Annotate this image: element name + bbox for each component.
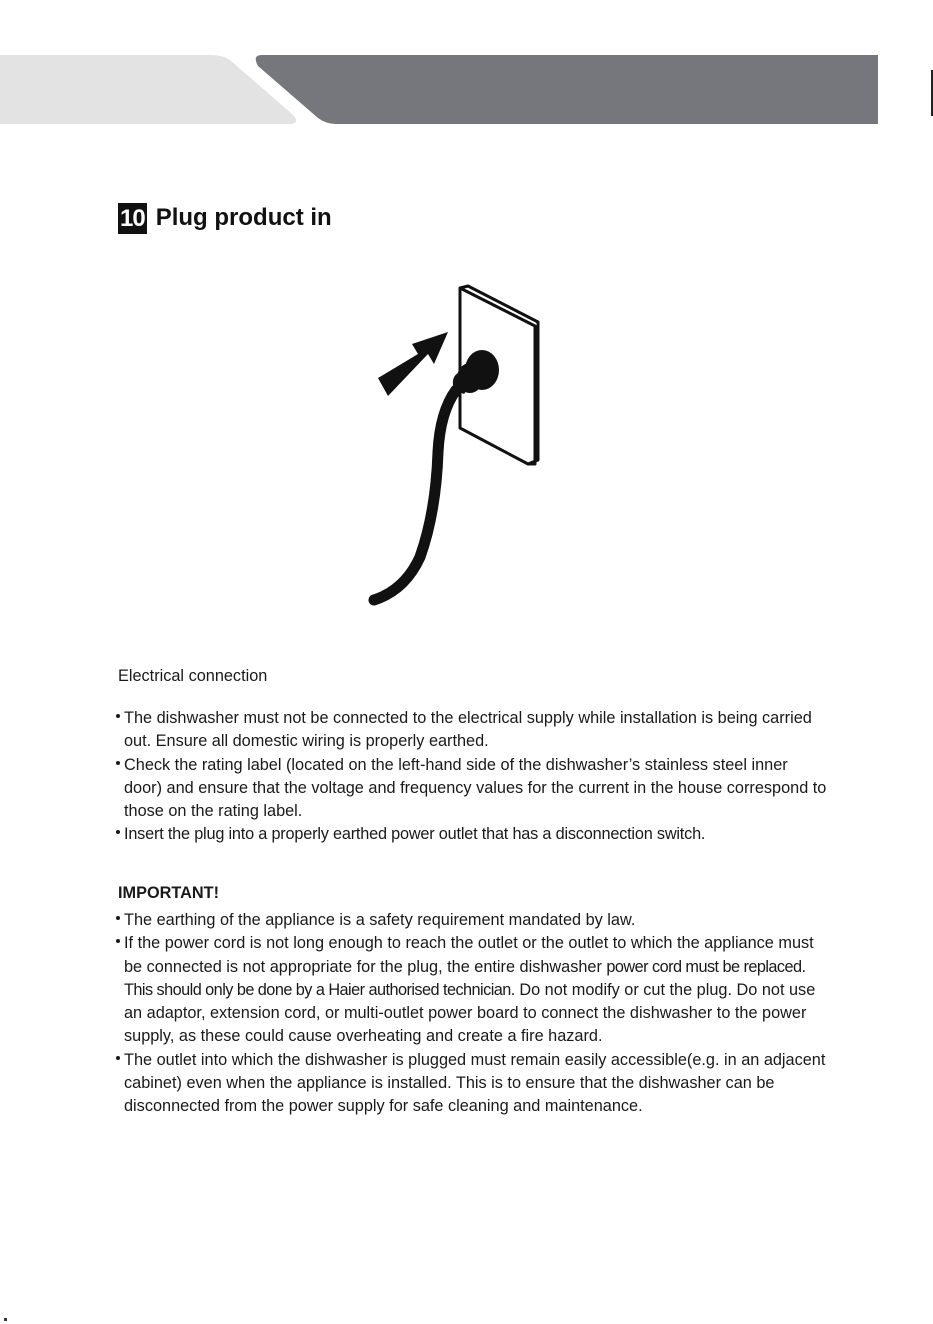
insert-arrow-icon (378, 332, 448, 396)
list-item: The dishwasher must not be connected to the electrical supply while installation is being carried out. Ensure all domestic wiring is properly earthed. (116, 707, 828, 754)
important-list (116, 909, 828, 1119)
list-item: If the power cord is not long enough to reach the outlet or the outlet to which the appliance must be connected is not appropriate for the plug, the entire dishwasher power cord must be replaced. This should only be done by a Haier authorised technician. Do not modify or cut the plug. Do not use an adaptor, extension cord, or multi-outlet power board to connect the dishwasher to the power supply, as these could cause overheating and create a fire hazard. (116, 932, 828, 1048)
bullet-icon (116, 761, 120, 765)
electrical-connection-list (116, 707, 828, 847)
header-light-tab (0, 55, 296, 124)
plug-into-wall-outlet-icon (360, 282, 550, 612)
bullet-icon (116, 916, 120, 920)
list-item: Insert the plug into a properly earthed power outlet that has a disconnection switch. (116, 823, 828, 846)
page-title: Plug product in (155, 204, 332, 231)
step-number-badge: 10 (120, 204, 145, 232)
header-dark-tab (256, 55, 878, 124)
list-item: The outlet into which the dishwasher is plugged must remain easily accessible(e.g. in an adjacent cabinet) even when the appliance is installed. This is to ensure that the dishwasher can be disconnected from the power supply for safe cleaning and maintenance. (116, 1049, 828, 1119)
page-corner-mark (4, 1318, 7, 1321)
bullet-icon (116, 830, 120, 834)
bullet-icon (116, 1056, 120, 1060)
electrical-connection-heading: Electrical connection (118, 667, 268, 685)
list-item: The earthing of the appliance is a safety requirement mandated by law. (116, 909, 828, 932)
bullet-icon (116, 714, 120, 718)
list-item: Check the rating label (located on the left-hand side of the dishwasher’s stainless steel inner door) and ensure that the voltage and frequency values for the current in the house correspond to those on the rating label. (116, 754, 828, 824)
section-title (118, 201, 332, 235)
page-header-band (0, 0, 933, 140)
bullet-icon (116, 939, 120, 943)
page-edge-mark (922, 70, 933, 116)
important-heading: IMPORTANT! (118, 884, 219, 902)
